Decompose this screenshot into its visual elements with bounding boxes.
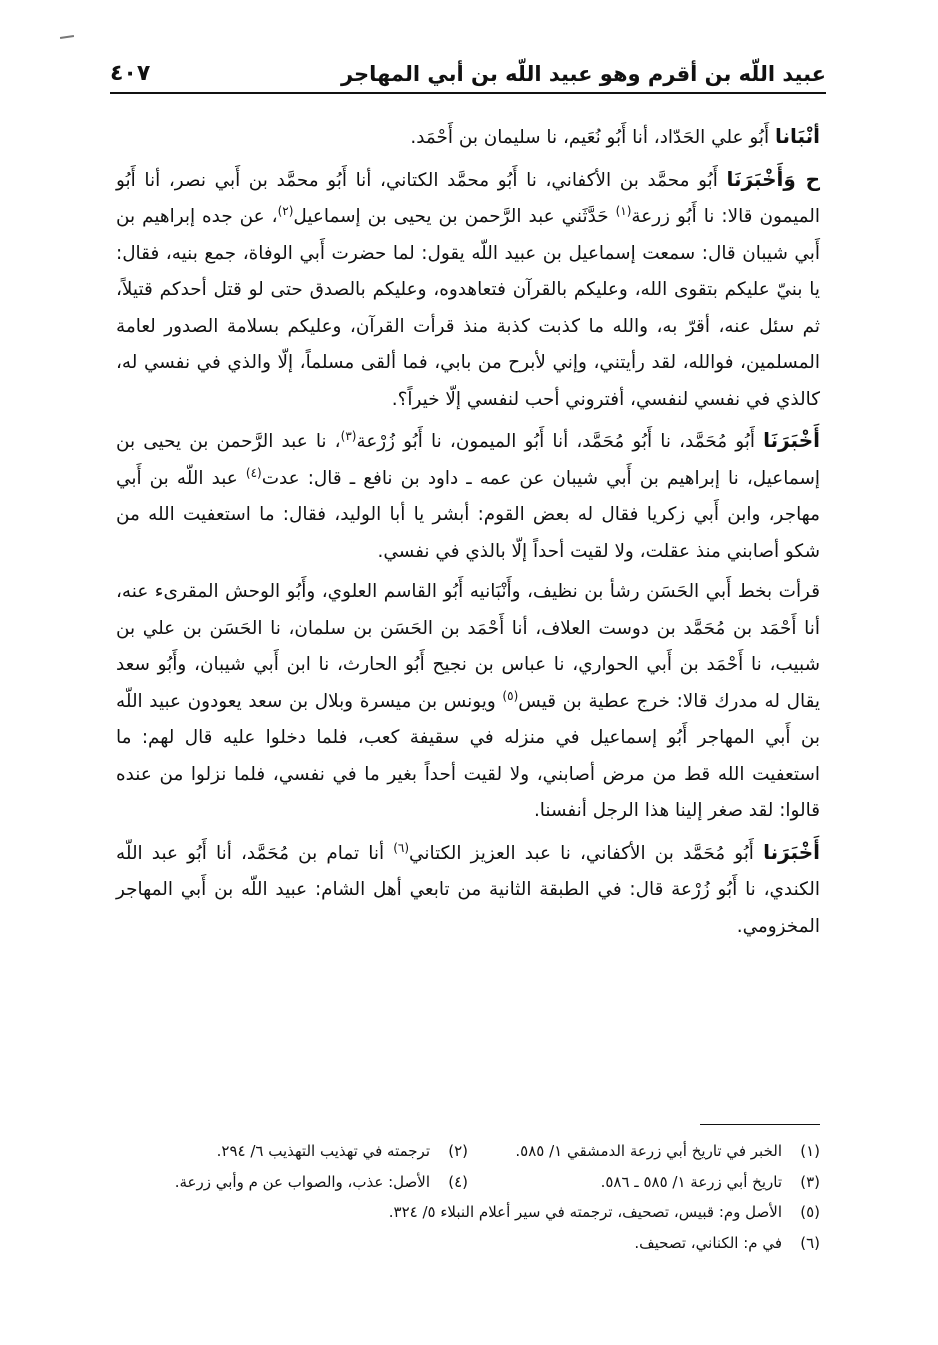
footnote-ref: (١): [615, 203, 632, 218]
footnote-row: [116, 1136, 820, 1167]
footnote: [116, 1136, 468, 1167]
paragraph-text: ويونس بن ميسرة وبلال بن سعد يعودون عبيد اللّه بن أَبي المهاجر أَبُو إسماعيل في منزله في سقيفة كعب، فلما دخلوا عليه قال لهم: ما استعفيت الله قط من مرض أصابني، ولا لقيت أحداً بغير ما في نفسي، فلما نزلوا من عنده قالوا: لقد صغر إلينا هذا الرجل أنفسنا.: [116, 690, 820, 821]
footnote-number: (٥): [800, 1203, 820, 1221]
paragraph: [116, 574, 820, 830]
paragraph-text: حَدَّثَني عبد الرَّحمن بن يحيى بن إسماعيل: [293, 206, 616, 227]
footnote-text: ترجمته في تهذيب التهذيب ٦/ ٢٩٤.: [216, 1142, 430, 1160]
footnote-number: (٣): [800, 1172, 820, 1191]
paragraph: [116, 118, 820, 157]
footnotes: [116, 1136, 820, 1258]
footnote-text: الأصل: عذب، والصواب عن م وأبي زرعة.: [174, 1172, 430, 1191]
footnotes-divider: [700, 1124, 820, 1125]
paragraph-text: أَبُو مُحَمَّد، نا أَبُو مُحَمَّد، أنا أَبُو الميمون، نا أَبُو زُرْعة: [356, 431, 764, 452]
paragraph-text: عبد اللّه بن أَبي مهاجر، وابن أَبي زكريا فقال له بعض القوم: أبشر يا أبا الوليد، فقال: ما استعفيت الله من شكو أصابني منذ عقلت، ولا لقيت أحداً إلّا بالذي في نفسي.: [116, 467, 820, 562]
paragraph-text: ، نا عبد الرَّحمن بن يحيى بن إسماعيل، نا إبراهيم بن أَبي شيبان عن عمه ـ داود بن نافع ـ قال: عدت: [116, 431, 820, 489]
paragraph-lead: ح وَأَخْبَرَنَا: [726, 166, 820, 191]
paragraph-text: أَبُو محمَّد بن الأكفاني، نا أَبُو محمَّد الكتاني، أنا أَبُو محمَّد بن أَبي نصر، أنا أَبُو الميمون قالا: نا أَبُو زرعة: [116, 169, 820, 227]
footnote-number: (٤): [448, 1172, 468, 1191]
paragraph-text: أنا تمام بن مُحَمَّد، أنا أَبُو عبد اللّه الكندي، نا أَبُو زُرْعة قال: في الطبقة الثانية من تابعي أهل الشام: عبيد اللّه بن أَبي المهاجر المخزومي.: [116, 842, 820, 937]
paragraph: [116, 422, 820, 570]
footnote-ref: (٥): [502, 688, 519, 703]
page-number: ٤٠٧: [110, 61, 151, 86]
footnote-number: (٢): [448, 1142, 468, 1160]
main-text: [116, 118, 820, 945]
footnote-row: [116, 1167, 820, 1198]
footnote-text: في م: الكناني، تصحيف.: [634, 1233, 782, 1252]
footnote-row: [116, 1228, 820, 1259]
scan-mark: [60, 35, 74, 39]
footnote-text: الخبر في تاريخ أبي زرعة الدمشقي ١/ ٥٨٥.: [515, 1142, 782, 1160]
running-header: [110, 54, 826, 94]
paragraph-text: أَبُو علي الحَدّاد، أنا أَبُو نُعَيم، نا سليمان بن أَحْمَد.: [410, 127, 775, 148]
paragraph: [116, 161, 820, 419]
paragraph-text: ، عن جده إبراهيم بن أَبي شيبان قال: سمعت إسماعيل بن عبيد اللّه يقول: لما حضرت أَبي الوفاة، جمع بنيه، فقال: يا بنيّ عليكم بتقوى الله، وعليكم بالقرآن فتعاهدوه، وعليكم بالصدق حتى لو قتل أحدكم قتيلاً، ثم سئل عنه، أقرّ به، والله ما كذبت كذبة منذ قرأت القرآن، وعليكم بسلامة الصدور لعامة المسلمين، فوالله، لقد رأيتني، وإني لأبرح من بابي، فما ألقى مسلماً، إلّا والذي في نفسي له، كالذي في نفسي لنفسي، أفتروني أحب لنفسي إلّا خيراً؟.: [116, 206, 820, 410]
paragraph-lead: أَخْبَرَنَا: [763, 428, 820, 452]
footnote-text: الأصل وم: قبيس، تصحيف، ترجمته في سير أعلام النبلاء ٥/ ٣٢٤.: [388, 1203, 782, 1221]
footnote-row: [116, 1197, 820, 1228]
footnote: [468, 1136, 820, 1167]
paragraph-text: قرأت بخط أَبي الحَسَن رشأ بن نظيف، وأَنْبَانيه أَبُو القاسم العلوي، وأَبُو الوحش المقرىء عنه، أنا أَحْمَد بن مُحَمَّد بن دوست العلاف، أنا أَحْمَد بن الحَسَن بن سلمان، نا الحَسَن بن علي بن شبيب، نا أَحْمَد بن أَبي الحواري، نا عباس بن نجيح أَبُو الحارث، نا ابن أَبي شيبان، وأَبُو سعد يقال له مدرك قالا: خرج عطية بن قيس: [116, 581, 820, 712]
paragraph-lead: أنْبَانا: [774, 124, 820, 148]
footnote-number: (٦): [800, 1233, 820, 1252]
running-title: عبيد اللّه بن أقرم وهو عبيد اللّه بن أبي المهاجر: [340, 62, 826, 86]
paragraph-text: أَبُو مُحَمَّد بن الأكفاني، نا عبد العزيز الكتاني: [409, 842, 764, 864]
footnote-ref: (٦): [393, 840, 410, 855]
paragraph-lead: أَخْبَرَنا: [763, 839, 820, 864]
paragraph: [116, 834, 820, 946]
footnote: [116, 1167, 468, 1198]
footnote-ref: (٤): [245, 465, 262, 480]
footnote-ref: (٢): [277, 203, 294, 218]
footnote-ref: (٣): [340, 428, 357, 443]
footnote: [468, 1167, 820, 1198]
footnote-number: (١): [800, 1142, 820, 1160]
footnote-text: تاريخ أبي زرعة ١/ ٥٨٥ ـ ٥٨٦.: [600, 1172, 782, 1191]
